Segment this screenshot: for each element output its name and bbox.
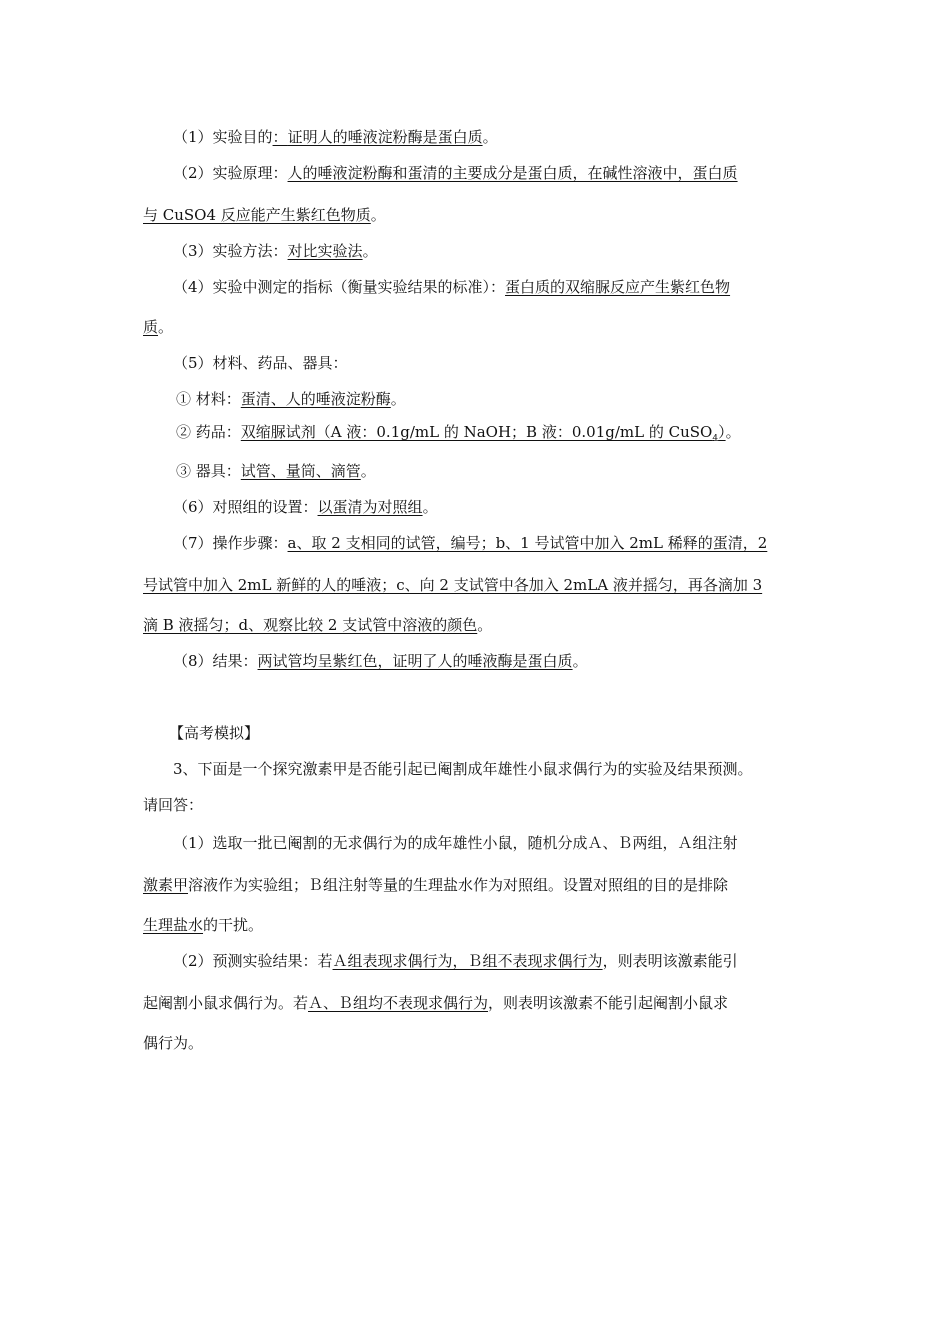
item5-label: （5）材料、药品、器具： <box>173 354 348 372</box>
q3-part2-answer-a: Ａ组表现求偶行为，Ｂ组不表现求偶行为 <box>332 952 603 970</box>
question3-stem-line-2: 请回答： <box>143 796 204 814</box>
item3-answer: 对比实验法 <box>287 242 363 260</box>
q3-part1-text-c: 的干扰。 <box>203 916 264 934</box>
item6-end: 。 <box>422 498 438 516</box>
item5-line <box>173 353 348 373</box>
tools-label: ③ 器具： <box>176 462 241 480</box>
materials-end: 。 <box>390 390 406 408</box>
reagents-answer-close: ） <box>718 423 726 441</box>
q3-part2-text-c: 起阉割小鼠求偶行为。若 <box>143 994 309 1012</box>
item6-label: （6）对照组的设置： <box>173 498 318 516</box>
q3-part2-line-1 <box>173 951 738 971</box>
item1-line <box>173 127 498 147</box>
reagents-answer-main: 双缩脲试剂（A 液：0.1g/mL 的 NaOH；B 液：0.01g/mL 的 CuSO <box>240 423 713 441</box>
item1-sep: ： <box>272 128 288 146</box>
item8-label: （8）结果： <box>173 652 258 670</box>
q3-part1-text-b: 溶液作为实验组；Ｂ组注射等量的生理盐水作为对照组。设置对照组的目的是排除 <box>188 876 729 894</box>
item7-end: 。 <box>477 616 493 634</box>
reagents-line <box>176 422 741 449</box>
tools-line <box>176 461 376 481</box>
item8-end: 。 <box>572 652 588 670</box>
reagents-end: 。 <box>725 423 741 441</box>
q3-part2-line-2 <box>143 993 728 1013</box>
q3-part1-line-3 <box>143 915 263 935</box>
reagents-answer <box>240 423 726 444</box>
tools-end: 。 <box>360 462 376 480</box>
item6-answer: 以蛋清为对照组 <box>317 498 423 516</box>
q3-part2-text-d: ，则表明该激素不能引起阉割小鼠求 <box>488 994 729 1012</box>
tools-answer: 试管、量筒、滴管 <box>240 462 361 480</box>
item3-line <box>173 241 378 261</box>
item4-label: （4）实验中测定的指标（衡量实验结果的标准）： <box>173 278 506 296</box>
item2-line-1 <box>173 163 738 183</box>
item4-line-2 <box>143 317 173 337</box>
item4-answer-b: 质 <box>143 318 159 336</box>
item4-end: 。 <box>158 318 174 336</box>
q3-part1-answer-b: 生理盐水 <box>143 916 204 934</box>
item7-line-1 <box>173 533 767 553</box>
item1-label: （1）实验目的 <box>173 128 273 146</box>
q3-part1-line-1: （1）选取一批已阉割的无求偶行为的成年雄性小鼠，随机分成Ａ、Ｂ两组，Ａ组注射 <box>173 834 738 852</box>
item7-answer-a: a、取 2 支相同的试管，编号；b、1 号试管中加入 2mL 稀释的蛋清，2 <box>287 534 768 552</box>
item8-answer: 两试管均呈紫红色，证明了人的唾液酶是蛋白质 <box>257 652 573 670</box>
q3-part1-answer-a: 激素甲 <box>143 876 189 894</box>
reagents-answer-subscript: 4 <box>712 434 719 444</box>
question3-stem-line-1: 3、下面是一个探究激素甲是否能引起已阉割成年雄性小鼠求偶行为的实验及结果预测。 <box>173 760 753 778</box>
item2-line-2 <box>143 205 386 225</box>
item3-end: 。 <box>362 242 378 260</box>
q3-part1-line-2 <box>143 875 728 895</box>
item6-line <box>173 497 438 517</box>
item1-end: 。 <box>482 128 498 146</box>
item7-answer-c: 滴 B 液摇匀；d、观察比较 2 支试管中溶液的颜色 <box>143 616 478 634</box>
item2-answer-a: 人的唾液淀粉酶和蛋清的主要成分是蛋白质，在碱性溶液中，蛋白质 <box>287 164 738 182</box>
item8-line <box>173 651 588 671</box>
section-title: 【高考模拟】 <box>169 724 260 742</box>
q3-part2-text-b: ，则表明该激素能引 <box>602 952 738 970</box>
item3-label: （3）实验方法： <box>173 242 288 260</box>
item7-line-2 <box>143 575 762 595</box>
item2-answer-b: 与 CuSO4 反应能产生紫红色物质 <box>143 206 371 224</box>
materials-line <box>176 389 406 409</box>
item7-answer-b: 号试管中加入 2mL 新鲜的人的唾液；c、向 2 支试管中各加入 2mLA 液并摇匀，再各滴加 3 <box>143 576 763 594</box>
item2-end: 。 <box>370 206 386 224</box>
materials-answer: 蛋清、人的唾液淀粉酶 <box>240 390 391 408</box>
item7-line-3 <box>143 615 492 635</box>
materials-label: ① 材料： <box>176 390 241 408</box>
item1-answer: 证明人的唾液淀粉酶是蛋白质 <box>287 128 483 146</box>
item7-label: （7）操作步骤： <box>173 534 288 552</box>
reagents-label: ② 药品： <box>176 423 241 441</box>
q3-part2-answer-b: Ａ、Ｂ组均不表现求偶行为 <box>308 994 489 1012</box>
item2-label: （2）实验原理： <box>173 164 288 182</box>
item4-answer-a: 蛋白质的双缩脲反应产生紫红色物 <box>505 278 731 296</box>
q3-part2-line-3: 偶行为。 <box>143 1034 204 1052</box>
item4-line-1 <box>173 277 730 297</box>
q3-part2-text-a: （2）预测实验结果：若 <box>173 952 333 970</box>
